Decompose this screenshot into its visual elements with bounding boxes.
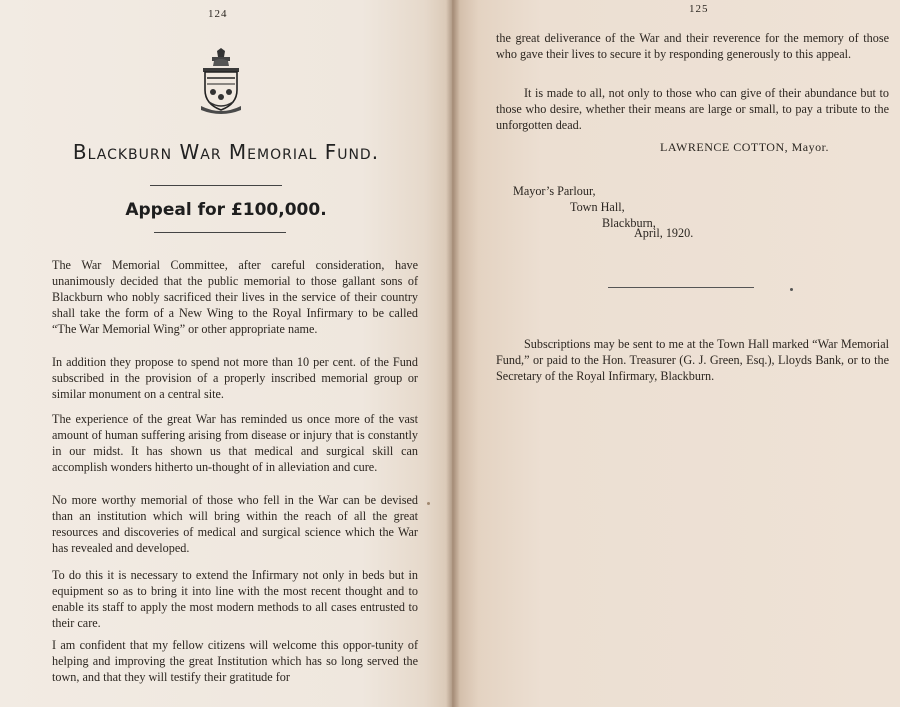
- address-line: Town Hall,: [570, 200, 625, 214]
- mayor-signature: LAWRENCE COTTON, Mayor.: [660, 140, 829, 154]
- subscriptions-paragraph: Subscriptions may be sent to me at the Town Hall marked “War Memorial Fund,” or paid to the Hon. Treasurer (G. J. Green, Esq.), Lloyds Bank, or to the Secretary of the Royal Infirmary, Blackburn.: [496, 337, 889, 383]
- ink-speck: [790, 288, 793, 291]
- divider: [154, 232, 286, 233]
- body-paragraph: The War Memorial Committee, after careful consideration, have unanimously decided that the public memorial to those gallant sons of Blackburn who nobly sacrificed their lives in the service of their country shall take the form of a New Wing to the Royal Infirmary to be called “The War Memorial Wing” or other appropriate name.: [52, 258, 418, 336]
- body-paragraph: No more worthy memorial of those who fell in the War can be devised than an institution which will bring within the reach of all the great resources and discoveries of medical and surgical science which the War has revealed and developed.: [52, 493, 418, 555]
- page-number: 125: [689, 3, 709, 15]
- body-paragraph: I am confident that my fellow citizens will welcome this oppor-tunity of helping and improving the great Institution which has so long served the town, and that they will testify their gratitude for: [52, 638, 418, 684]
- appeal-heading: Appeal for £100,000.: [125, 200, 327, 220]
- body-paragraph: the great deliverance of the War and their reverence for the memory of those who gave their lives to secure it by responding generously to this appeal.: [496, 31, 889, 61]
- divider: [150, 185, 282, 186]
- address-line: April, 1920.: [634, 226, 694, 240]
- ink-speck: [427, 502, 430, 505]
- body-paragraph: To do this it is necessary to extend the Infirmary not only in beds but in equipment so as to bring it into line with the most recent thought and to enable its staff to apply the most modern methods to all cases entrusted to their care.: [52, 568, 418, 630]
- body-paragraph: It is made to all, not only to those who can give of their abundance but to those who desire, whether their means are large or small, to pay a tribute to the unforgotten dead.: [496, 86, 889, 132]
- body-paragraph: In addition they propose to spend not more than 10 per cent. of the Fund subscribed in the provision of a properly inscribed memorial group or similar monument on a central site.: [52, 355, 418, 401]
- address-line: Blackburn,: [602, 216, 656, 230]
- book-gutter: [446, 0, 460, 707]
- divider: [608, 287, 754, 288]
- page-number: 124: [208, 8, 228, 20]
- address-line: Mayor’s Parlour,: [513, 184, 596, 198]
- blackburn-crest-icon: [199, 48, 243, 114]
- body-paragraph: The experience of the great War has reminded us once more of the vast amount of human suffering arising from disease or injury that is constantly in our midst. It has shown us that medical and surgical skill can accomplish wonders hitherto un-thought of in alleviation and cure.: [52, 412, 418, 474]
- fund-title: Blackburn War Memorial Fund.: [72, 140, 380, 164]
